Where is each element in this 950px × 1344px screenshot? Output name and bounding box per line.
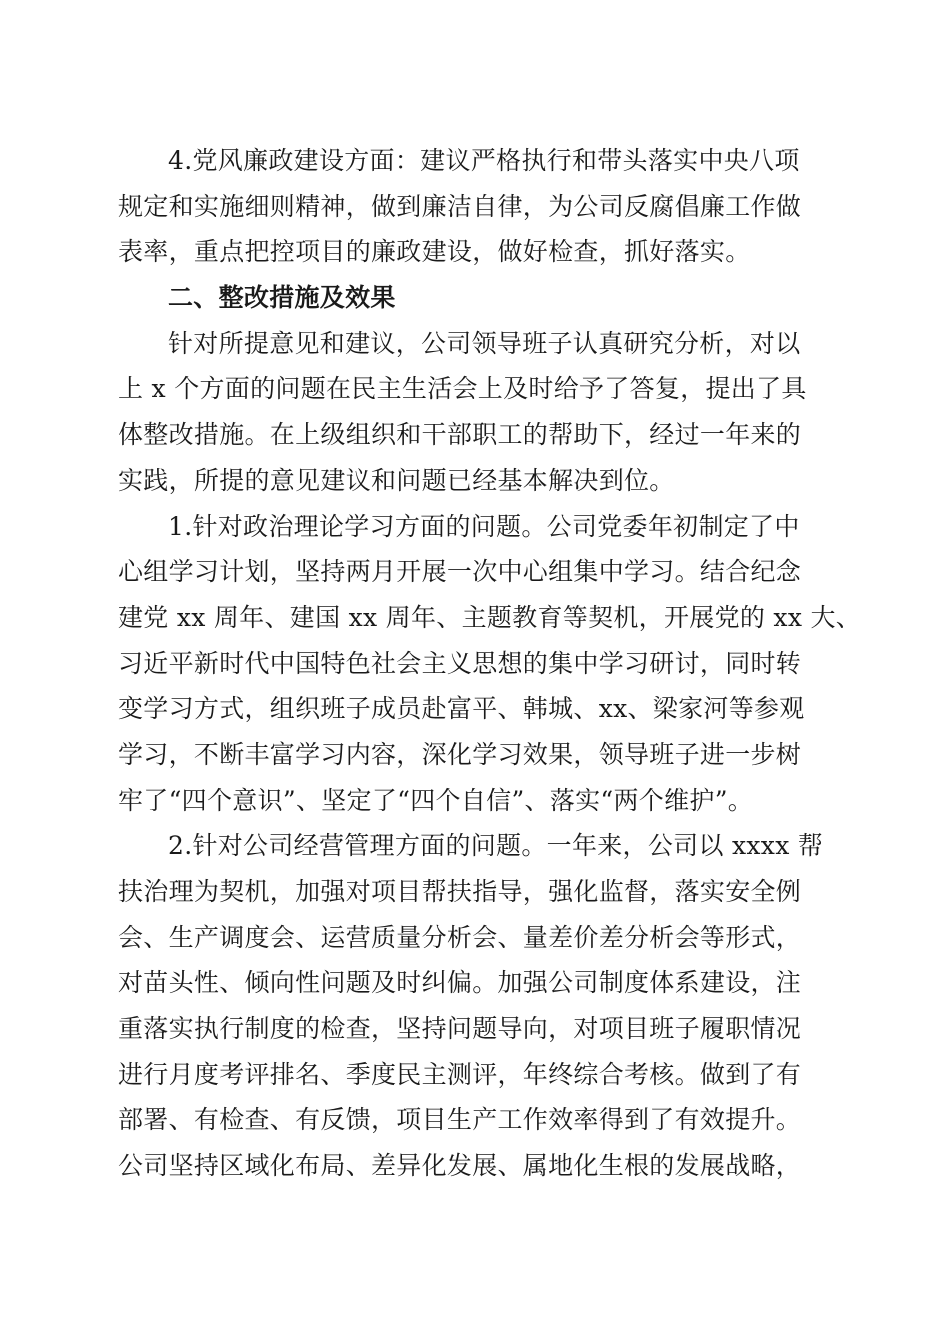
paragraph-line: 公司坚持区域化布局、差异化发展、属地化生根的发展战略， bbox=[118, 1151, 802, 1181]
paragraph-line: 重落实执行制度的检查，坚持问题导向，对项目班子履职情况 bbox=[118, 1014, 802, 1044]
paragraph-line: 体整改措施。在上级组织和干部职工的帮助下，经过一年来的 bbox=[118, 420, 802, 450]
paragraph-line: 针对所提意见和建议，公司领导班子认真研究分析，对以 bbox=[168, 328, 801, 358]
paragraph-line: 习近平新时代中国特色社会主义思想的集中学习研讨，同时转 bbox=[118, 648, 802, 678]
paragraph-line: 牢了“四个意识”、坚定了“四个自信”、落实“两个维护”。 bbox=[118, 785, 754, 815]
paragraph-line: 4.党风廉政建设方面：建议严格执行和带头落实中央八项 bbox=[168, 146, 800, 175]
paragraph-line: 学习，不断丰富学习内容，深化学习效果，领导班子进一步树 bbox=[118, 739, 802, 769]
paragraph-line: 上 x 个方面的问题在民主生活会上及时给予了答复，提出了具 bbox=[118, 374, 807, 404]
paragraph-line: 变学习方式，组织班子成员赴富平、韩城、xx、梁家河等参观 bbox=[118, 694, 805, 724]
paragraph-line: 1.针对政治理论学习方面的问题。公司党委年初制定了中 bbox=[168, 511, 800, 541]
paragraph-line: 进行月度考评排名、季度民主测评，年终综合考核。做到了有 bbox=[118, 1059, 802, 1089]
paragraph-line: 会、生产调度会、运营质量分析会、量差价差分析会等形式， bbox=[118, 922, 802, 952]
paragraph-line: 实践，所提的意见建议和问题已经基本解决到位。 bbox=[118, 465, 675, 495]
paragraph-line: 心组学习计划，坚持两月开展一次中心组集中学习。结合纪念 bbox=[118, 557, 802, 587]
paragraph-line: 建党 xx 周年、建国 xx 周年、主题教育等契机，开展党的 xx 大、 bbox=[118, 602, 862, 632]
document-body bbox=[118, 138, 862, 1189]
paragraph-line: 部署、有检查、有反馈，项目生产工作效率得到了有效提升。 bbox=[118, 1105, 802, 1135]
paragraph-line: 扶治理为契机，加强对项目帮扶指导，强化监督，落实安全例 bbox=[118, 877, 802, 906]
paragraph-line: 规定和实施细则精神，做到廉洁自律，为公司反腐倡廉工作做 bbox=[118, 191, 802, 221]
paragraph-line: 对苗头性、倾向性问题及时纠偏。加强公司制度体系建设，注 bbox=[118, 968, 802, 998]
paragraph-line: 表率，重点把控项目的廉政建设，做好检查，抓好落实。 bbox=[118, 237, 751, 267]
section-heading: 二、整改措施及效果 bbox=[168, 283, 396, 313]
paragraph-line: 2.针对公司经营管理方面的问题。一年来，公司以 xxxx 帮 bbox=[168, 831, 824, 861]
